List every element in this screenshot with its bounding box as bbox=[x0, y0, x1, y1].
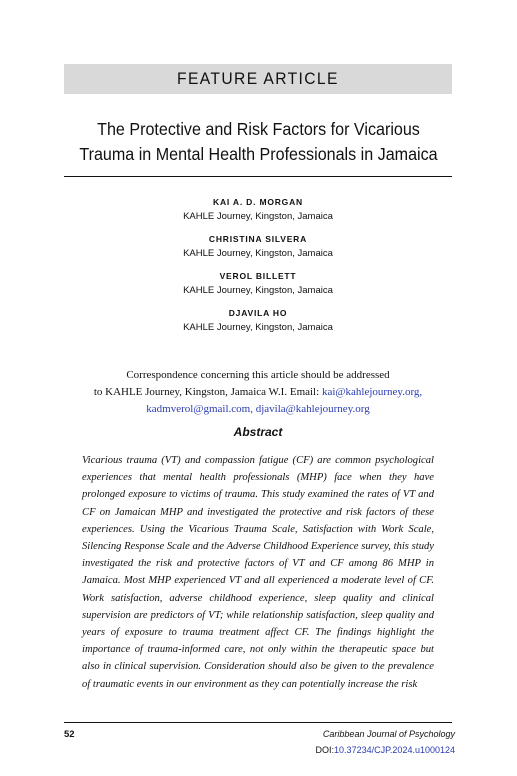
banner-label: FEATURE ARTICLE bbox=[177, 69, 339, 88]
author-name: VEROL BILLETT bbox=[219, 271, 297, 281]
doi-line bbox=[316, 745, 455, 755]
title-divider bbox=[64, 176, 452, 177]
author-affiliation: KAHLE Journey, Kingston, Jamaica bbox=[183, 322, 333, 333]
author-affiliation: KAHLE Journey, Kingston, Jamaica bbox=[183, 248, 333, 259]
correspondence-line-2 bbox=[60, 384, 456, 401]
doi-link[interactable]: 10.37234/CJP.2024.u1000124 bbox=[334, 745, 455, 755]
author-name: CHRISTINA SILVERA bbox=[208, 234, 308, 244]
footer-divider bbox=[64, 722, 452, 723]
title-line-1: The Protective and Risk Factors for Vicarious bbox=[97, 119, 420, 139]
page-number: 52 bbox=[64, 729, 75, 740]
correspondence-line-3 bbox=[60, 401, 456, 418]
author-block bbox=[64, 233, 452, 262]
correspondence-note bbox=[60, 367, 456, 418]
title-line-2: Trauma in Mental Health Professionals in Jamaica bbox=[79, 144, 438, 164]
correspondence-line-1: Correspondence concerning this article should be addressed bbox=[126, 369, 390, 381]
author-name: DJAVILA HO bbox=[228, 308, 288, 318]
email-link-kai[interactable]: kai@kahlejourney.org, bbox=[321, 386, 423, 398]
feature-article-banner bbox=[64, 64, 452, 94]
author-affiliation: KAHLE Journey, Kingston, Jamaica bbox=[183, 285, 333, 296]
abstract-heading: Abstract bbox=[233, 425, 283, 439]
correspondence-address: to KAHLE Journey, Kingston, Jamaica W.I. Email: bbox=[93, 386, 320, 398]
abstract-body: Vicarious trauma (VT) and compassion fatigue (CF) are common psychological experiences that mental health professionals (MHP) face when they have prolonged exposure to victims of trauma. This study examined the rates of VT and CF on Jamaican MHP and investigated the protective and risk factors of these experiences. Using the Vicarious Trauma Scale, Satisfaction with Work Scale, Silencing Response Scale and the Adverse Childhood Experience survey, this study investigated the risk and protective factors of VT and CF among 86 MHP in Jamaica. Most MHP experienced VT and all experienced a moderate level of CF. Work satisfaction, adverse childhood experience, sleep quality and clinical supervision are predictors of VT; while relationship satisfaction, sleep quality and years of exposure to trauma treatment affect CF. The findings highlight the importance of trauma-informed care, not only within the therapeutic space but also in clinical supervision. Consideration should also be given to the prevalence of traumatic events in our environment as they can potentially increase the risk bbox=[82, 455, 434, 690]
email-link-djavila[interactable]: djavila@kahlejourney.org bbox=[255, 403, 370, 415]
article-title bbox=[57, 117, 459, 167]
author-list bbox=[64, 196, 452, 344]
doi-prefix: DOI: bbox=[315, 745, 335, 755]
author-affiliation: KAHLE Journey, Kingston, Jamaica bbox=[183, 211, 333, 222]
author-name: KAI A. D. MORGAN bbox=[213, 197, 303, 207]
journal-name: Caribbean Journal of Psychology bbox=[322, 729, 455, 739]
author-block bbox=[64, 307, 452, 336]
author-block bbox=[64, 196, 452, 225]
author-block bbox=[64, 270, 452, 299]
email-link-kadmverol[interactable]: kadmverol@gmail.com, bbox=[146, 403, 253, 415]
